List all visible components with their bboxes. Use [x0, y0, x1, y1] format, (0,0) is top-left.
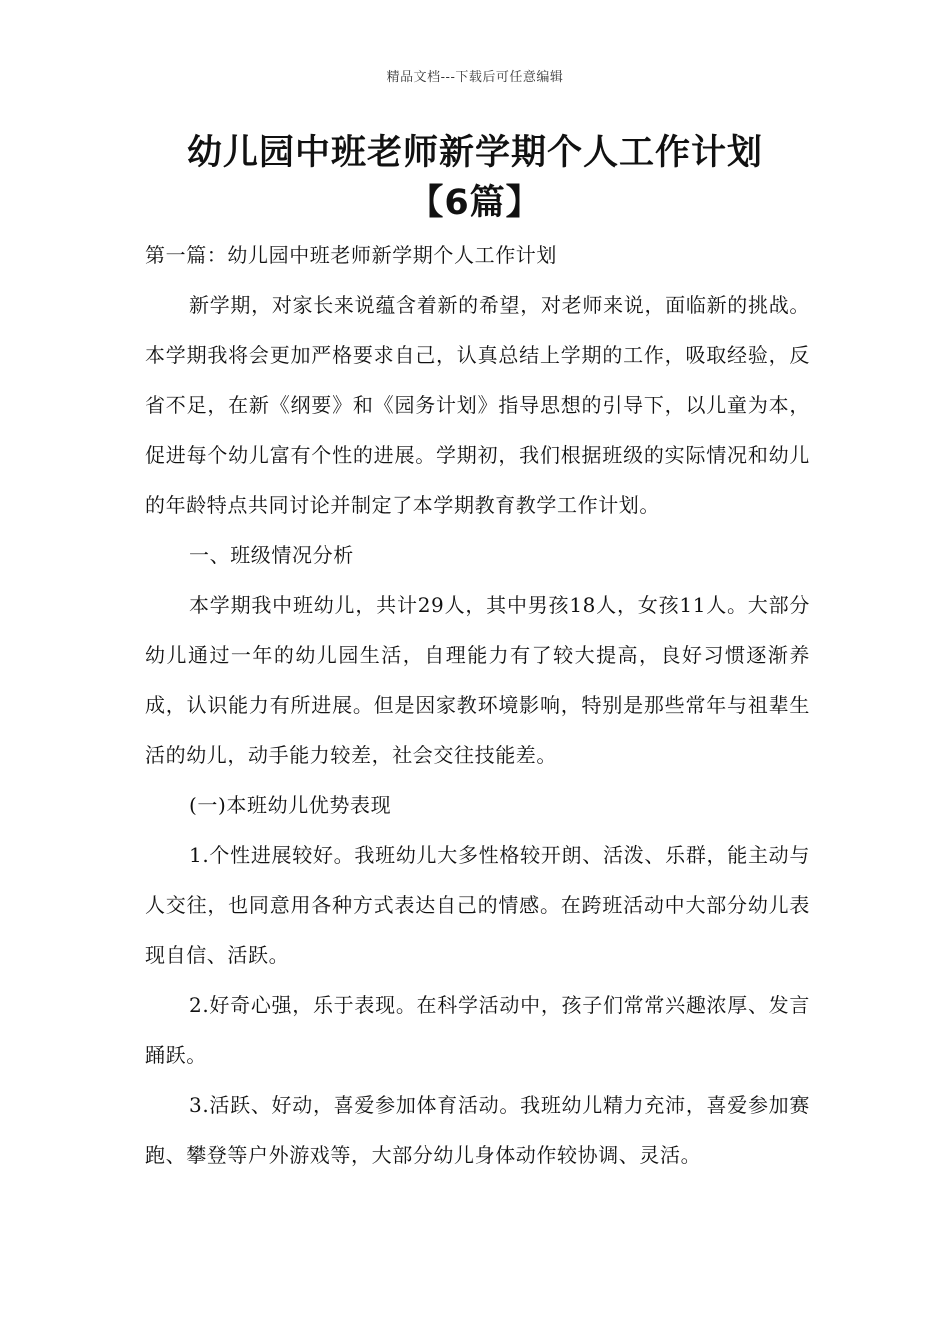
- document-title: [100, 128, 850, 228]
- paragraph-intro: 新学期，对家长来说蕴含着新的希望，对老师来说，面临新的挑战。本学期我将会更加严格要求自己，认真总结上学期的工作，吸取经验，反省不足，在新《纲要》和《园务计划》指导思想的引导下，以儿童为本，促进每个幼儿富有个性的进展。学期初，我们根据班级的实际情况和幼儿的年龄特点共同讨论并制定了本学期教育教学工作计划。: [145, 293, 810, 517]
- section-subtitle: 第一篇：幼儿园中班老师新学期个人工作计划: [145, 243, 557, 267]
- heading-class-analysis: 一、班级情况分析: [189, 543, 354, 567]
- paragraph-advantage-2: 2.好奇心强，乐于表现。在科学活动中，孩子们常常兴趣浓厚、发言踊跃。: [145, 993, 810, 1067]
- paragraph-advantage-3: 3.活跃、好动，喜爱参加体育活动。我班幼儿精力充沛，喜爱参加赛跑、攀登等户外游戏等，大部分幼儿身体动作较协调、灵活。: [145, 1093, 810, 1167]
- paragraph-advantage-1: 1.个性进展较好。我班幼儿大多性格较开朗、活泼、乐群，能主动与人交往，也同意用各种方式表达自己的情感。在跨班活动中大部分幼儿表现自信、活跃。: [145, 843, 810, 967]
- document-body: [145, 230, 810, 1180]
- paragraph-class-analysis: 本学期我中班幼儿，共计29人，其中男孩18人，女孩11人。大部分幼儿通过一年的幼儿园生活，自理能力有了较大提高，良好习惯逐渐养成，认识能力有所进展。但是因家教环境影响，特别是那些常年与祖辈生活的幼儿，动手能力较差，社会交往技能差。: [145, 593, 810, 767]
- heading-advantages: (一)本班幼儿优势表现: [189, 793, 392, 817]
- title-line-2: 【6篇】: [408, 183, 542, 223]
- page-header-note: 精品文档---下载后可任意编辑: [386, 70, 564, 85]
- title-line-1: 幼儿园中班老师新学期个人工作计划: [186, 133, 763, 173]
